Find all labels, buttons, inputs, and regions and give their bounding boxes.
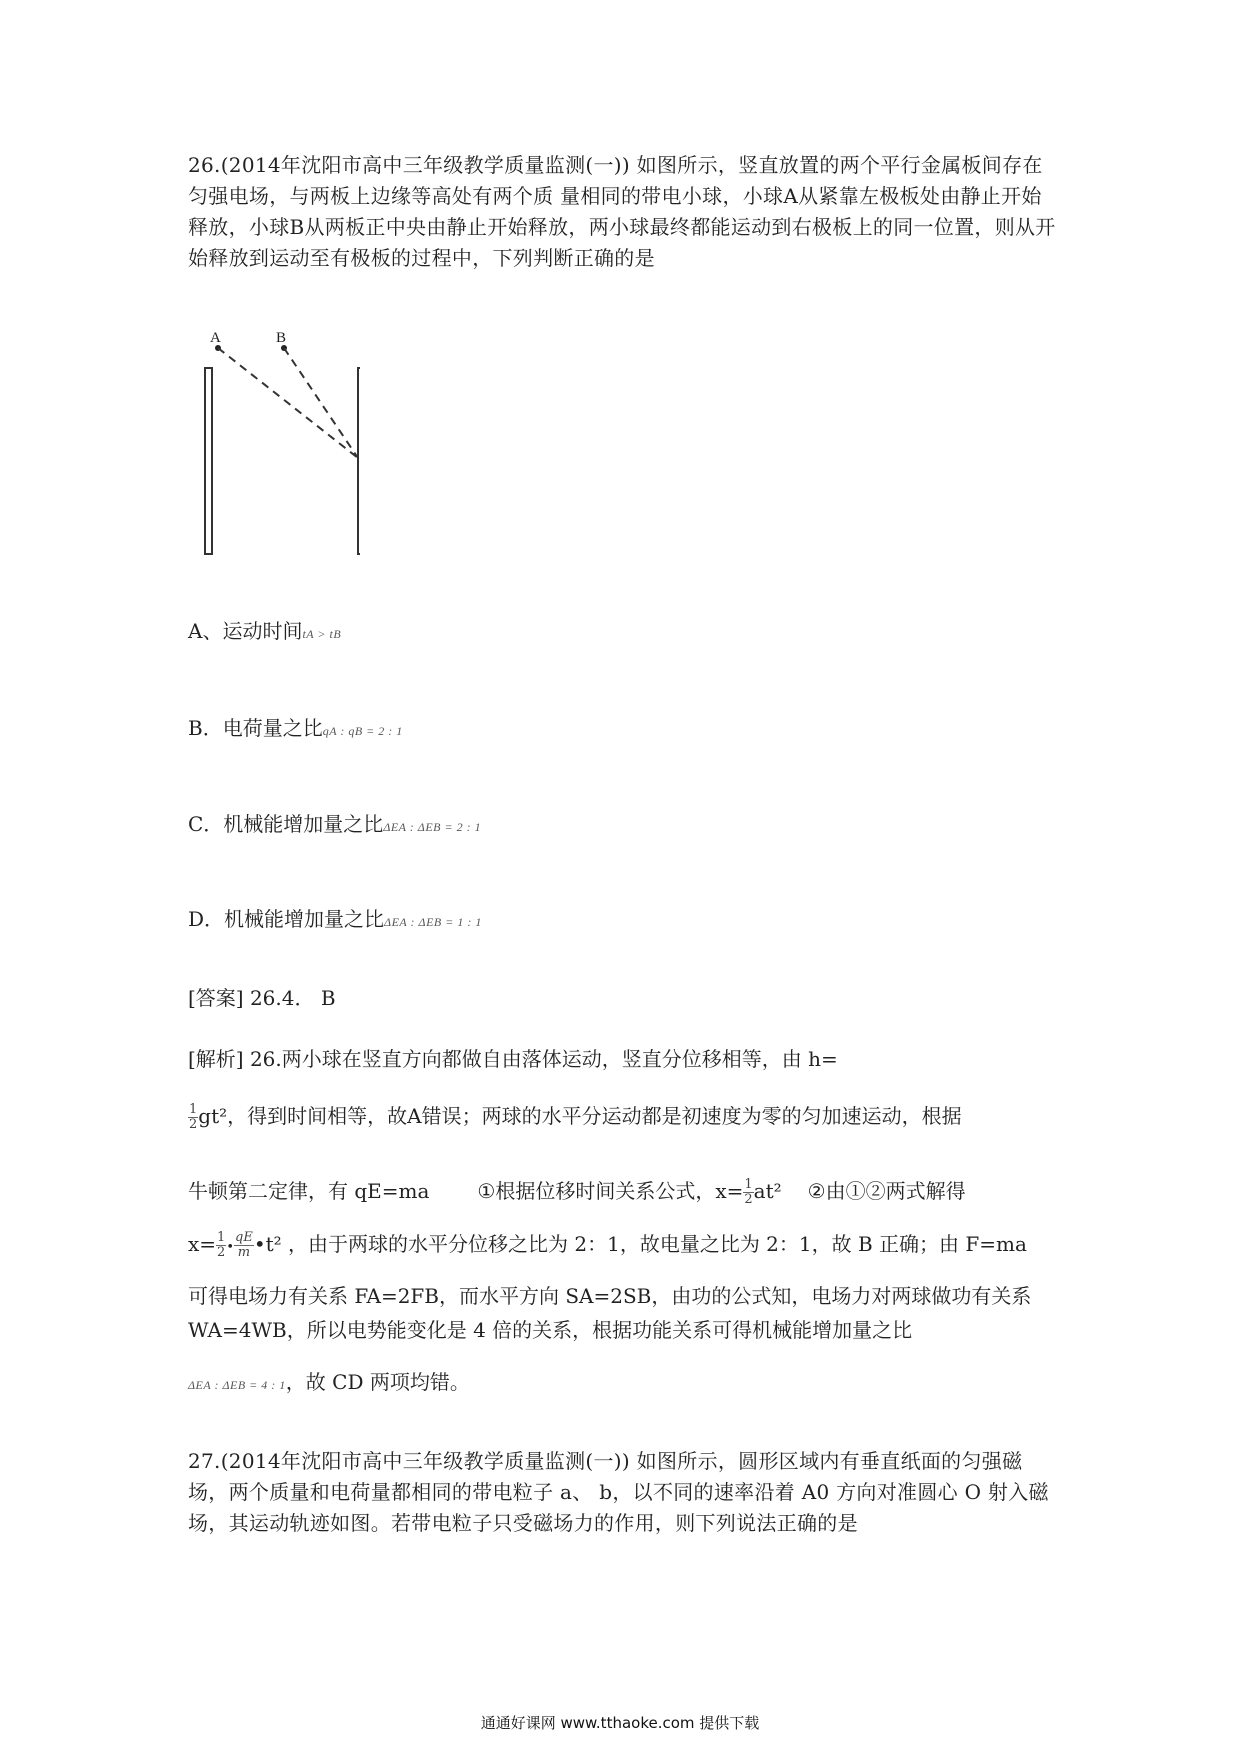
option-b-text: B．电荷量之比 [188, 716, 323, 740]
analysis-formula: ΔEA : ΔEB = 4 : 1 [188, 1378, 286, 1392]
option-c [188, 808, 481, 837]
label-a: A [210, 330, 221, 346]
analysis-line-4: x= $\frac{1}{2}$ • $\frac{qE}{m}$ •t² ，由于两球的水平分位移之比为 2：1，故电量之比为 2：1，故 B 正确；由 F=ma [188, 1230, 1027, 1260]
path-a [218, 348, 358, 458]
analysis-line-3: 牛顿第二定律，有 qE=ma ①根据位移时间关系公式，x= $\frac{1}{2}$ at² ②由①②两式解得 [188, 1177, 966, 1207]
analysis-line-7: ΔEA : ΔEB = 4 : 1，故 CD 两项均错。 [188, 1370, 470, 1394]
half-fraction: $\frac{1}{2}$ [189, 1102, 198, 1132]
half-fraction-2: $\frac{1}{2}$ [744, 1177, 753, 1207]
analysis-line-1: [解析] 26.两小球在竖直方向都做自由落体运动，竖直分位移相等，由 h= [188, 1047, 838, 1071]
option-a-formula: tA > tB [302, 627, 342, 641]
option-b [188, 712, 403, 741]
page-footer: 通通好课网 www.tthaoke.com 提供下载 [480, 1714, 760, 1732]
question-26-text: 26.(2014年沈阳市高中三年级教学质量监测(一)) 如图所示，竖直放置的两个平行金属板间存在匀强电场，与两板上边缘等高处有两个质 量相同的带电小球，小球A从紧靠左极板处由静止开始释放，小球B从两板正中央由静止开始释放，两小球最终都能运动到右极板上的同一位置，则从开始释放到运动至有极板的过程中，下列判断正确的是 [188, 153, 1056, 270]
option-a-text: A、运动时间 [188, 619, 303, 643]
path-b [284, 348, 358, 458]
analysis-line-5: 可得电场力有关系 FA=2FB，而水平方向 SA=2SB，由功的公式知，电场力对两球做功有关系 [188, 1284, 1032, 1308]
question-27-text: 27.(2014年沈阳市高中三年级教学质量监测(一)) 如图所示，圆形区域内有垂直纸面的匀强磁场，两个质量和电荷量都相同的带电粒子 a、 b，以不同的速率沿着 A0 方向对准圆心 O 射入磁场，其运动轨迹如图。若带电粒子只受磁场力的作用，则下列说法正确的是 [188, 1449, 1049, 1535]
option-a [188, 615, 341, 644]
option-d-text: D．机械能增加量之比 [188, 907, 385, 931]
analysis-line-2 [188, 1100, 962, 1132]
half-fraction-3: $\frac{1}{2}$ [217, 1230, 226, 1260]
analysis-line-2-text: gt²，得到时间相等，故A错误；两球的水平分运动都是初速度为零的匀加速运动，根据 [198, 1104, 962, 1128]
answer-line: [答案] 26.4． B [188, 986, 336, 1010]
parallel-plates-figure [180, 328, 360, 558]
option-d-formula: ΔEA : ΔEB = 1 : 1 [384, 915, 482, 929]
option-c-formula: ΔEA : ΔEB = 2 : 1 [383, 820, 482, 834]
analysis-line-6: WA=4WB，所以电势能变化是 4 倍的关系，根据功能关系可得机械能增加量之比 [188, 1318, 913, 1342]
option-b-formula: qA : qB = 2 : 1 [322, 724, 403, 738]
option-c-text: C．机械能增加量之比 [188, 812, 384, 836]
label-b: B [276, 330, 287, 346]
right-plate [358, 368, 360, 554]
option-d [188, 903, 482, 932]
left-plate [205, 368, 212, 554]
qe-over-m-fraction: $\frac{qE}{m}$ [235, 1230, 253, 1260]
